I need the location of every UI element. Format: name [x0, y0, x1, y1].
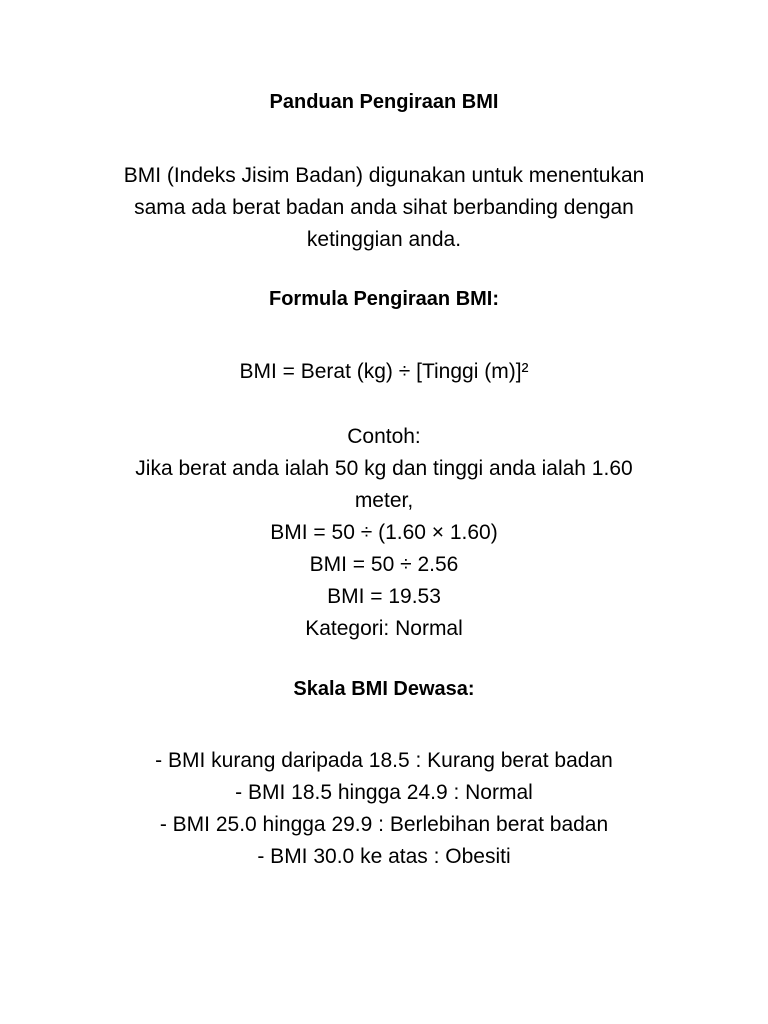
- scale-item: - BMI 30.0 ke atas : Obesiti: [257, 845, 511, 868]
- scale-item: - BMI kurang daripada 18.5 : Kurang berat badan: [155, 749, 613, 772]
- example-label: Contoh:: [347, 425, 421, 448]
- scale-item: - BMI 18.5 hingga 24.9 : Normal: [235, 781, 533, 804]
- example-line: BMI = 50 ÷ 2.56: [309, 553, 459, 576]
- intro-line: sama ada berat badan anda sihat berbanding dengan: [134, 196, 634, 219]
- scale-heading: Skala BMI Dewasa:: [293, 678, 475, 700]
- example-line: meter,: [354, 489, 414, 512]
- example-line: Jika berat anda ialah 50 kg dan tinggi anda ialah 1.60: [135, 457, 633, 480]
- scale-item: - BMI 25.0 hingga 29.9 : Berlebihan berat badan: [159, 813, 609, 836]
- formula-heading: Formula Pengiraan BMI:: [268, 288, 500, 310]
- example-line: BMI = 19.53: [327, 585, 441, 608]
- intro-line: ketinggian anda.: [306, 228, 462, 251]
- example-line: BMI = 50 ÷ (1.60 × 1.60): [270, 521, 498, 544]
- intro-line: BMI (Indeks Jisim Badan) digunakan untuk menentukan: [123, 164, 645, 187]
- formula-text: BMI = Berat (kg) ÷ [Tinggi (m)]²: [239, 360, 529, 383]
- example-category: Kategori: Normal: [305, 617, 463, 640]
- document-title: Panduan Pengiraan BMI: [269, 91, 499, 113]
